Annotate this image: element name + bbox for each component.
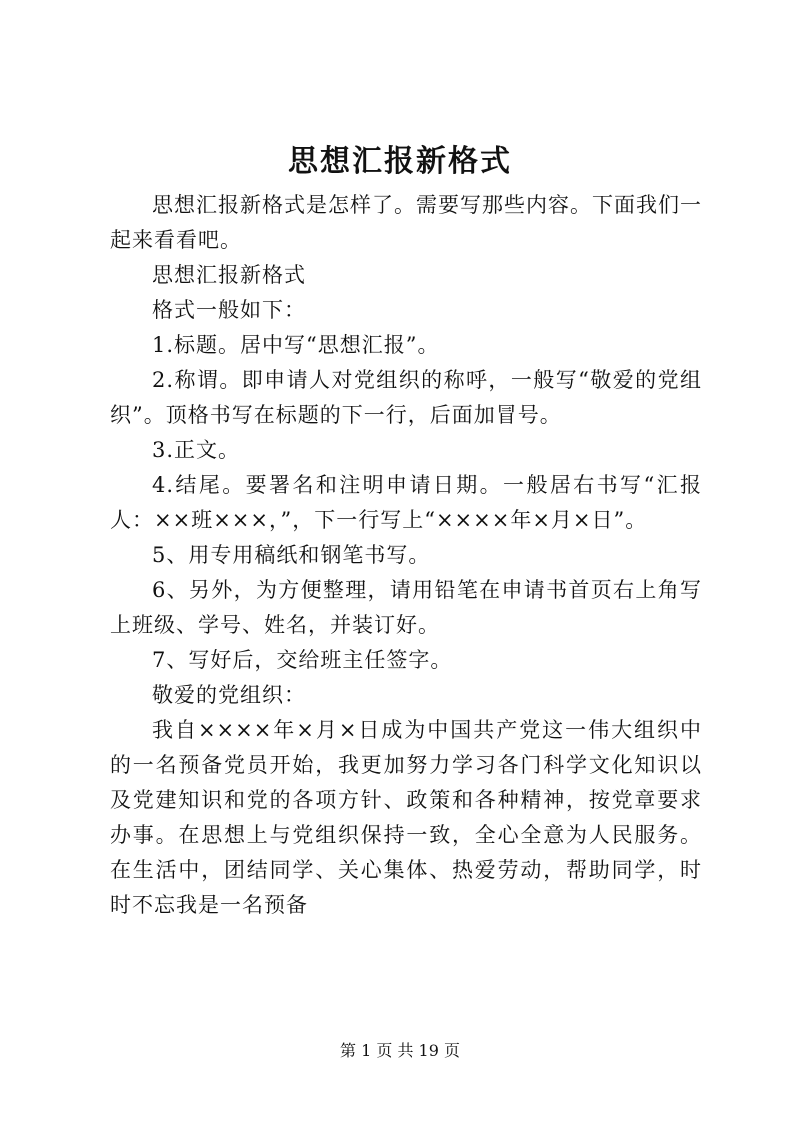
paragraph-intro: 思想汇报新格式是怎样了。需要写那些内容。下面我们一起来看看吧。 <box>110 193 702 252</box>
paragraph-body: 我自××××年×月×日成为中国共产党这一伟大组织中的一名预备党员开始，我更加努力学习各门科学文化知识以及党建知识和党的各项方针、政策和各种精神，按党章要求办事。在思想上与党组织保持一致，全心全意为人民服务。在生活中，团结同学、关心集体、热爱劳动，帮助同学，时时不忘我是一名预备 <box>110 718 702 917</box>
paragraph-item-6: 6、另外，为方便整理，请用铅笔在申请书首页右上角写上班级、学号、姓名，并装订好。 <box>110 578 702 637</box>
document-title: 思想汇报新格式 <box>288 144 512 179</box>
page-footer: 第 1 页 共 19 页 <box>340 1041 460 1060</box>
paragraph-heading: 思想汇报新格式 <box>152 263 306 287</box>
paragraph-item-1: 1.标题。居中写“思想汇报”。 <box>152 333 440 357</box>
paragraph-item-2: 2.称谓。即申请人对党组织的称呼，一般写“敬爱的党组织”。顶格书写在标题的下一行，后面加冒号。 <box>110 368 702 427</box>
paragraph-salutation: 敬爱的党组织： <box>152 683 306 707</box>
paragraph-item-4: 4.结尾。要署名和注明申请日期。一般居右书写“汇报人：××班×××，”，下一行写上“××××年×月×日”。 <box>110 473 702 532</box>
document-body <box>110 188 702 923</box>
paragraph-item-7: 7、写好后，交给班主任签字。 <box>152 648 453 672</box>
paragraph-item-3: 3.正文。 <box>152 438 241 462</box>
paragraph-item-5: 5、用专用稿纸和钢笔书写。 <box>152 543 431 567</box>
paragraph-format-intro: 格式一般如下： <box>152 298 306 322</box>
